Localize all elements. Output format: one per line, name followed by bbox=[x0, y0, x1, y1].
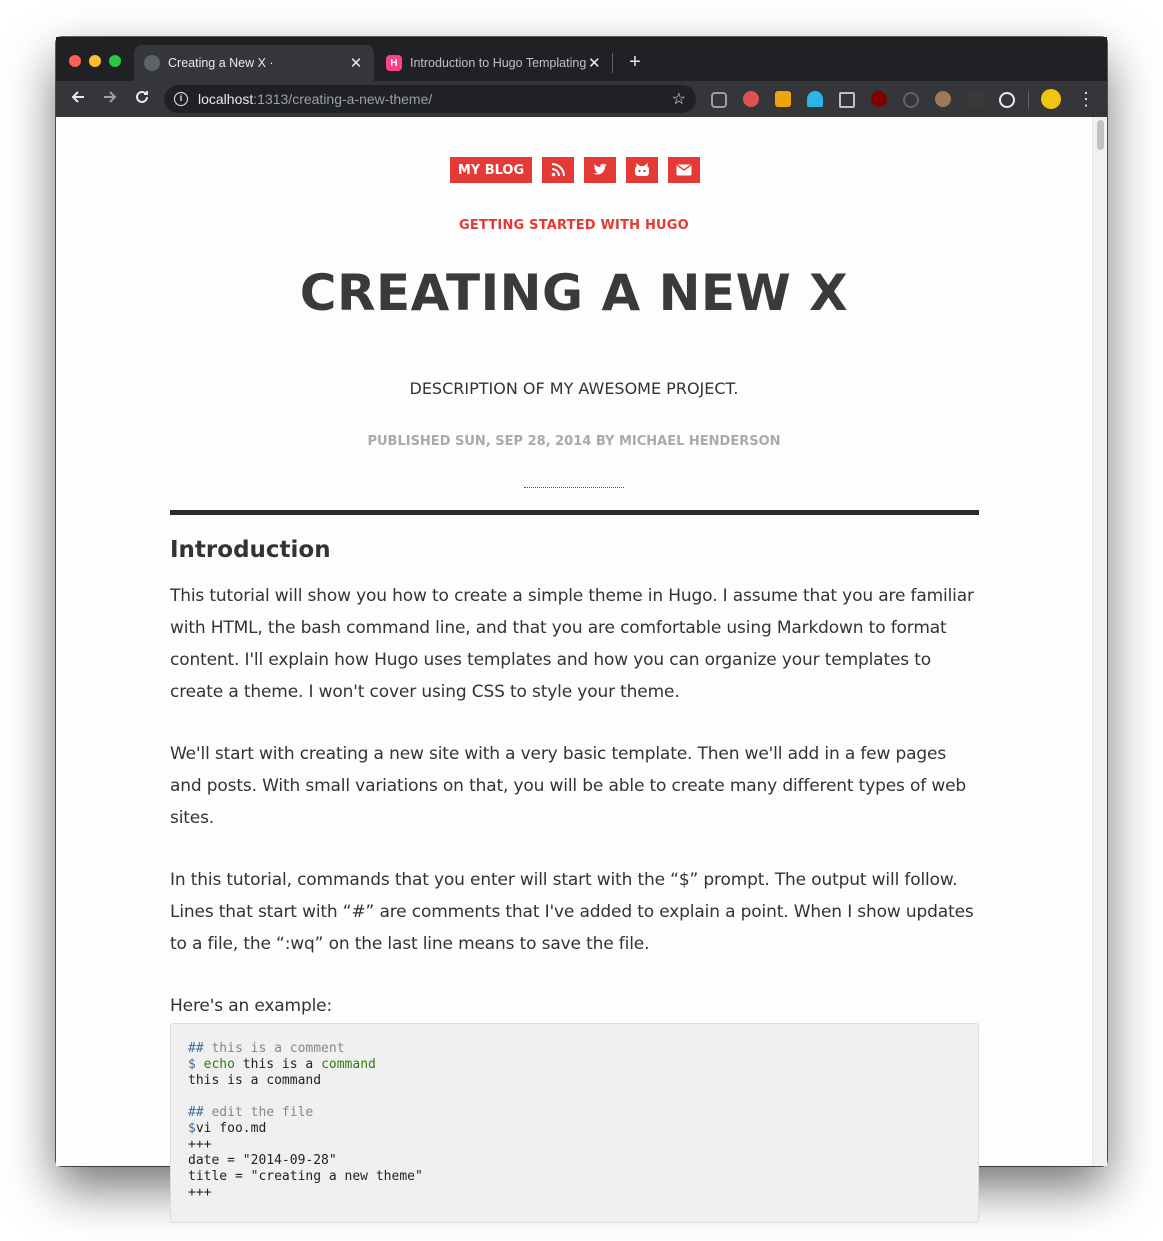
tab-title: Creating a New X · bbox=[168, 56, 274, 70]
series-link[interactable]: GETTING STARTED WITH HUGO bbox=[459, 218, 689, 233]
code-line: date = "2014-09-28" bbox=[188, 1153, 337, 1168]
tab-hugo-templating[interactable] bbox=[376, 45, 612, 81]
browser-toolbar bbox=[56, 81, 1107, 117]
paragraph: We'll start with creating a new site with a very basic template. Then we'll add in a few pages and posts. With small variations on that, you will be able to create many different types of web sites. bbox=[170, 744, 967, 828]
code-line: $vi foo.md bbox=[188, 1121, 267, 1136]
toolbar-divider bbox=[1028, 91, 1029, 109]
github-icon[interactable] bbox=[626, 157, 658, 183]
email-extension-icon[interactable] bbox=[775, 91, 791, 107]
globe-icon bbox=[144, 55, 160, 71]
url-host: localhost bbox=[198, 91, 254, 107]
scrollbar[interactable] bbox=[1092, 117, 1107, 1166]
paragraph: In this tutorial, commands that you enter will start with the “$” prompt. The output will follow. Lines that start with “#” are comments that I've added to explain a point. When I show updates to a file, the “:wq” on the last line means to save the file. bbox=[170, 870, 974, 954]
address-bar[interactable] bbox=[164, 85, 696, 113]
page-title: CREATING A NEW X bbox=[299, 264, 849, 322]
url-path: :1313/creating-a-new-theme/ bbox=[253, 91, 433, 107]
close-window-button[interactable] bbox=[69, 55, 81, 67]
tab-divider bbox=[612, 53, 613, 73]
close-tab-icon[interactable]: ✕ bbox=[349, 55, 363, 72]
palette-icon[interactable] bbox=[935, 91, 951, 107]
css-icon[interactable] bbox=[967, 91, 983, 107]
rss-icon[interactable] bbox=[542, 157, 574, 183]
reader-icon[interactable] bbox=[839, 92, 855, 108]
profile-avatar-icon[interactable] bbox=[1041, 89, 1061, 109]
ghostery-icon[interactable] bbox=[807, 91, 823, 107]
site-info-icon[interactable]: i bbox=[174, 92, 188, 106]
close-tab-icon[interactable]: ✕ bbox=[587, 55, 601, 72]
back-arrow-icon[interactable] bbox=[66, 87, 90, 111]
react-icon[interactable] bbox=[999, 92, 1015, 108]
code-line: +++ bbox=[188, 1137, 212, 1152]
my-blog-button[interactable]: MY BLOG bbox=[450, 157, 532, 183]
tab-creating-a-new-x[interactable] bbox=[134, 45, 374, 81]
browser-window bbox=[56, 37, 1107, 1200]
section-heading: Introduction bbox=[170, 537, 331, 563]
page-viewport bbox=[56, 117, 1107, 1200]
email-icon[interactable] bbox=[668, 157, 700, 183]
code-block bbox=[170, 1023, 979, 1223]
bookmark-star-icon[interactable]: ☆ bbox=[671, 91, 686, 108]
twitter-icon[interactable] bbox=[584, 157, 616, 183]
forward-arrow-icon[interactable] bbox=[98, 87, 122, 111]
paragraph: This tutorial will show you how to create a simple theme in Hugo. I assume that you are familiar with HTML, the bash command line, and that you are comfortable using Markdown to format content. I'll explain how Hugo uses templates and how you can organize your templates to create a theme. I won't cover using CSS to style your theme. bbox=[170, 586, 974, 702]
brave-shield-icon[interactable] bbox=[743, 91, 759, 107]
code-line: $ echo this is a command bbox=[188, 1057, 376, 1072]
paragraph: Here's an example: bbox=[170, 996, 333, 1016]
ublock-icon[interactable] bbox=[871, 91, 887, 107]
code-line: title = "creating a new theme" bbox=[188, 1169, 423, 1184]
reload-icon[interactable] bbox=[130, 87, 154, 111]
code-line: this is a command bbox=[188, 1073, 322, 1088]
scrollbar-thumb[interactable] bbox=[1097, 120, 1104, 150]
info-extension-icon[interactable] bbox=[903, 92, 919, 108]
tab-strip bbox=[56, 37, 1107, 81]
article-body bbox=[170, 533, 979, 1052]
code-line-blank bbox=[188, 1089, 961, 1105]
hugo-icon: H bbox=[386, 55, 402, 71]
code-line: ## edit the file bbox=[188, 1105, 314, 1120]
site-nav bbox=[450, 157, 700, 183]
code-line: ## this is a comment bbox=[188, 1041, 345, 1056]
minimize-window-button[interactable] bbox=[89, 55, 101, 67]
pocket-icon[interactable] bbox=[711, 92, 727, 108]
maximize-window-button[interactable] bbox=[109, 55, 121, 67]
post-description: DESCRIPTION OF MY AWESOME PROJECT. bbox=[409, 379, 739, 398]
dotted-divider bbox=[524, 487, 624, 488]
tab-title: Introduction to Hugo Templating bbox=[410, 56, 587, 70]
content-divider bbox=[170, 510, 979, 515]
post-meta: PUBLISHED SUN, SEP 28, 2014 BY MICHAEL HENDERSON bbox=[367, 434, 781, 449]
browser-menu-icon[interactable]: ⋮ bbox=[1077, 89, 1095, 109]
code-line: +++ bbox=[188, 1185, 212, 1200]
new-tab-button[interactable]: + bbox=[629, 51, 641, 73]
